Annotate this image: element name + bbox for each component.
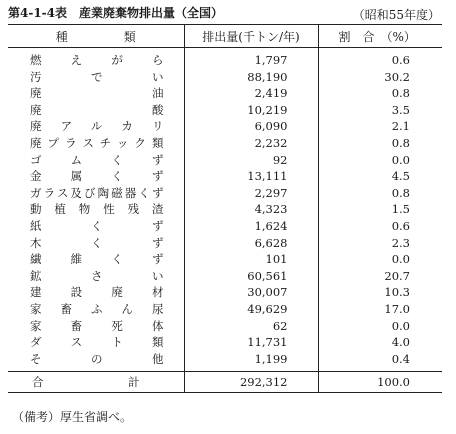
table-row xyxy=(8,135,442,152)
ratio-cell: 2.3 xyxy=(318,235,442,252)
ratio-cell: 10.3 xyxy=(318,284,442,301)
amount-cell: 1,199 xyxy=(184,351,318,372)
source-note: （備考）厚生省調べ。 xyxy=(12,410,133,424)
table-row xyxy=(8,201,442,218)
ratio-header: 割 合 （%） xyxy=(318,25,442,48)
waste-type-cell: 金属くず xyxy=(30,169,164,184)
ratio-cell: 2.1 xyxy=(318,118,442,135)
waste-type-cell: 家畜ふん尿 xyxy=(30,301,164,316)
ratio-cell: 0.6 xyxy=(318,218,442,235)
ratio-cell: 20.7 xyxy=(318,268,442,285)
header-row xyxy=(8,25,442,48)
ratio-cell: 1.5 xyxy=(318,201,442,218)
total-row xyxy=(8,372,442,393)
amount-cell: 1,624 xyxy=(184,218,318,235)
amount-cell: 6,628 xyxy=(184,235,318,252)
amount-cell: 92 xyxy=(184,152,318,169)
waste-type-cell: その他 xyxy=(30,351,164,366)
table-number: 第4-1-4表 xyxy=(8,6,68,20)
waste-type-cell: 燃えがら xyxy=(30,53,164,67)
waste-type-cell: 廃油 xyxy=(30,86,164,101)
amount-cell: 4,323 xyxy=(184,201,318,218)
table-row xyxy=(8,318,442,335)
waste-type-cell: 鉱さい xyxy=(30,268,164,283)
ratio-cell: 4.5 xyxy=(318,168,442,185)
table-row xyxy=(8,102,442,119)
table-row xyxy=(8,118,442,135)
amount-cell: 30,007 xyxy=(184,284,318,301)
amount-cell: 11,731 xyxy=(184,334,318,351)
ratio-cell: 4.0 xyxy=(318,334,442,351)
waste-type-cell: 家畜死体 xyxy=(30,318,164,333)
ratio-cell: 0.8 xyxy=(318,85,442,102)
waste-type-cell: 動植物性残渣 xyxy=(30,202,164,217)
waste-type-cell: 汚でい xyxy=(30,69,164,84)
ratio-cell: 0.6 xyxy=(318,48,442,69)
ratio-cell: 0.4 xyxy=(318,351,442,372)
waste-type-cell: 廃プラスチック類 xyxy=(30,135,164,150)
amount-cell: 13,111 xyxy=(184,168,318,185)
table-row xyxy=(8,334,442,351)
ratio-cell: 30.2 xyxy=(318,69,442,86)
ratio-cell: 3.5 xyxy=(318,102,442,119)
waste-type-cell: 廃アルカリ xyxy=(30,119,164,134)
table-row xyxy=(8,218,442,235)
amount-cell: 88,190 xyxy=(184,69,318,86)
amount-cell: 60,561 xyxy=(184,268,318,285)
total-ratio: 100.0 xyxy=(318,372,442,393)
fiscal-year: （昭和55年度） xyxy=(352,8,440,22)
table-row xyxy=(8,251,442,268)
ratio-cell: 0.8 xyxy=(318,185,442,202)
table-row xyxy=(8,301,442,318)
waste-type-cell: 廃酸 xyxy=(30,102,164,117)
table-caption xyxy=(8,4,223,21)
total-amount: 292,312 xyxy=(184,372,318,393)
table-body xyxy=(8,48,442,372)
waste-type-cell: ダスト類 xyxy=(30,335,164,350)
amount-cell: 62 xyxy=(184,318,318,335)
table-title: 産業廃棄物排出量（全国） xyxy=(79,6,224,20)
waste-type-cell: 建設廃材 xyxy=(30,285,164,300)
waste-type-cell: 木くず xyxy=(30,235,164,250)
ratio-cell: 0.0 xyxy=(318,152,442,169)
amount-cell: 2,232 xyxy=(184,135,318,152)
table-row xyxy=(8,85,442,102)
table-row xyxy=(8,152,442,169)
type-header: 種 類 xyxy=(8,25,184,48)
amount-cell: 2,297 xyxy=(184,185,318,202)
table-row xyxy=(8,69,442,86)
ratio-cell: 0.0 xyxy=(318,318,442,335)
amount-header: 排出量(千トン/年) xyxy=(184,25,318,48)
ratio-cell: 0.0 xyxy=(318,251,442,268)
table-row xyxy=(8,268,442,285)
amount-cell: 1,797 xyxy=(184,48,318,69)
total-label: 合計 xyxy=(8,372,184,393)
waste-type-cell: 紙くず xyxy=(30,218,164,233)
table-row xyxy=(8,48,442,69)
table-row xyxy=(8,168,442,185)
table-row xyxy=(8,351,442,372)
ratio-cell: 0.8 xyxy=(318,135,442,152)
waste-table xyxy=(8,24,442,393)
amount-cell: 101 xyxy=(184,251,318,268)
waste-type-cell: ゴムくず xyxy=(30,152,164,167)
amount-cell: 49,629 xyxy=(184,301,318,318)
table-row xyxy=(8,235,442,252)
waste-type-cell: ガラス及び陶磁器くず xyxy=(30,185,164,200)
amount-cell: 2,419 xyxy=(184,85,318,102)
waste-type-cell: 繊維くず xyxy=(30,252,164,267)
amount-cell: 6,090 xyxy=(184,118,318,135)
ratio-cell: 17.0 xyxy=(318,301,442,318)
table-row xyxy=(8,185,442,202)
table-row xyxy=(8,284,442,301)
amount-cell: 10,219 xyxy=(184,102,318,119)
